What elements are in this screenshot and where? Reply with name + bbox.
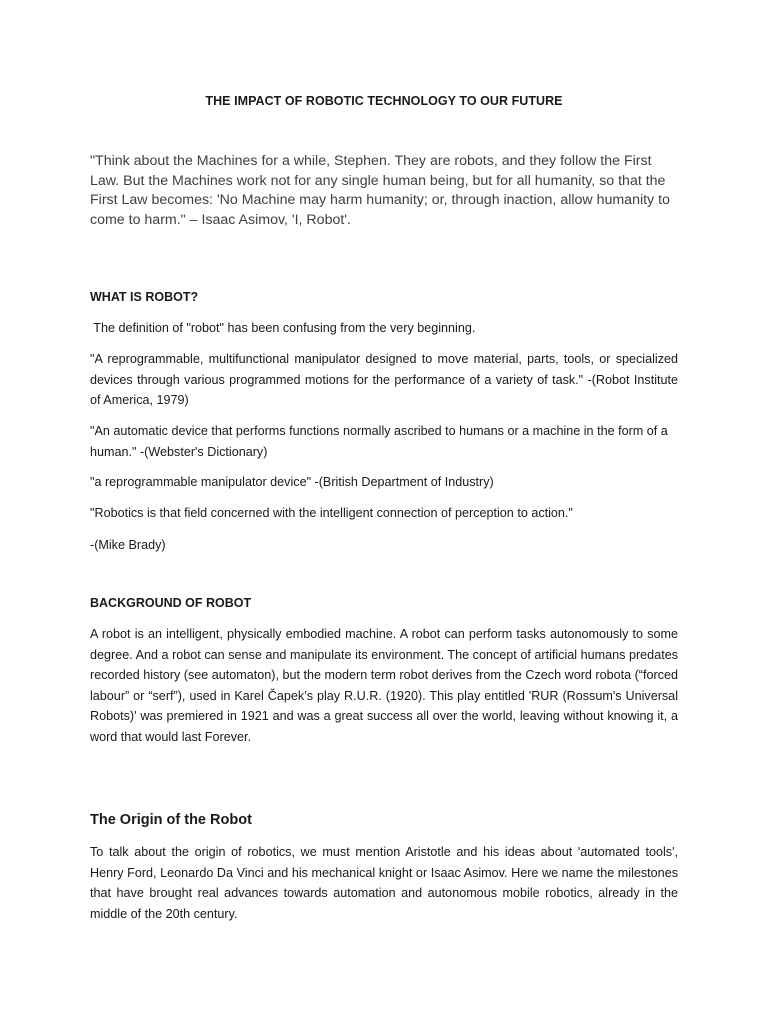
- background-paragraph: A robot is an intelligent, physically embodied machine. A robot can perform tasks autonomously to some degree. And a robot can sense and manipulate its environment. The concept of artificial humans predates recorded history (see automaton), but the modern term robot derives from the Czech word robota (“forced labour” or “serf”), used in Karel Čapek’s play R.U.R. (1920). This play entitled 'RUR (Rossum's Universal Robots)' was premiered in 1921 and was a great success all over the world, leaving without knowing it, a word that would last Forever.: [90, 627, 678, 744]
- document-title: THE IMPACT OF ROBOTIC TECHNOLOGY TO OUR FUTURE: [205, 94, 563, 108]
- asimov-epigraph: "Think about the Machines for a while, Stephen. They are robots, and they follow the First Law. But the Machines work not for any single human being, but for all humanity, so that the First Law becomes: 'No Machine may harm humanity; or, through inaction, allow humanity to come to harm." – Isaac Asimov, 'I, Robot'.: [90, 153, 670, 228]
- robot-definition-webster: "An automatic device that performs functions normally ascribed to humans or a machine in the form of a human." -(Webster's Dictionary): [90, 424, 668, 459]
- robot-definition-british: "a reprogrammable manipulator device" -(British Department of Industry): [90, 475, 494, 489]
- background-heading: BACKGROUND OF ROBOT: [90, 596, 252, 610]
- robot-definition-ria: "A reprogrammable, multifunctional manipulator designed to move material, parts, tools, or specialized devices through various programmed motions for the performance of a variety of task." -(Robot Institute of America, 1979): [90, 352, 678, 407]
- robot-definition-brady: "Robotics is that field concerned with the intelligent connection of perception to action.": [90, 506, 573, 520]
- what-is-robot-heading: WHAT IS ROBOT?: [90, 290, 199, 304]
- robot-definition-intro: The definition of "robot" has been confusing from the very beginning.: [90, 321, 476, 335]
- robot-definition-brady-source: -(Mike Brady): [90, 538, 166, 552]
- origin-heading: The Origin of the Robot: [90, 812, 252, 828]
- origin-paragraph: To talk about the origin of robotics, we must mention Aristotle and his ideas about 'automated tools', Henry Ford, Leonardo Da Vinci and his mechanical knight or Isaac Asimov. Here we name the milestones that have brought real advances towards automation and autonomous mobile robotics, already in the middle of the 20th century.: [90, 845, 678, 921]
- document-page: [90, 0, 678, 1024]
